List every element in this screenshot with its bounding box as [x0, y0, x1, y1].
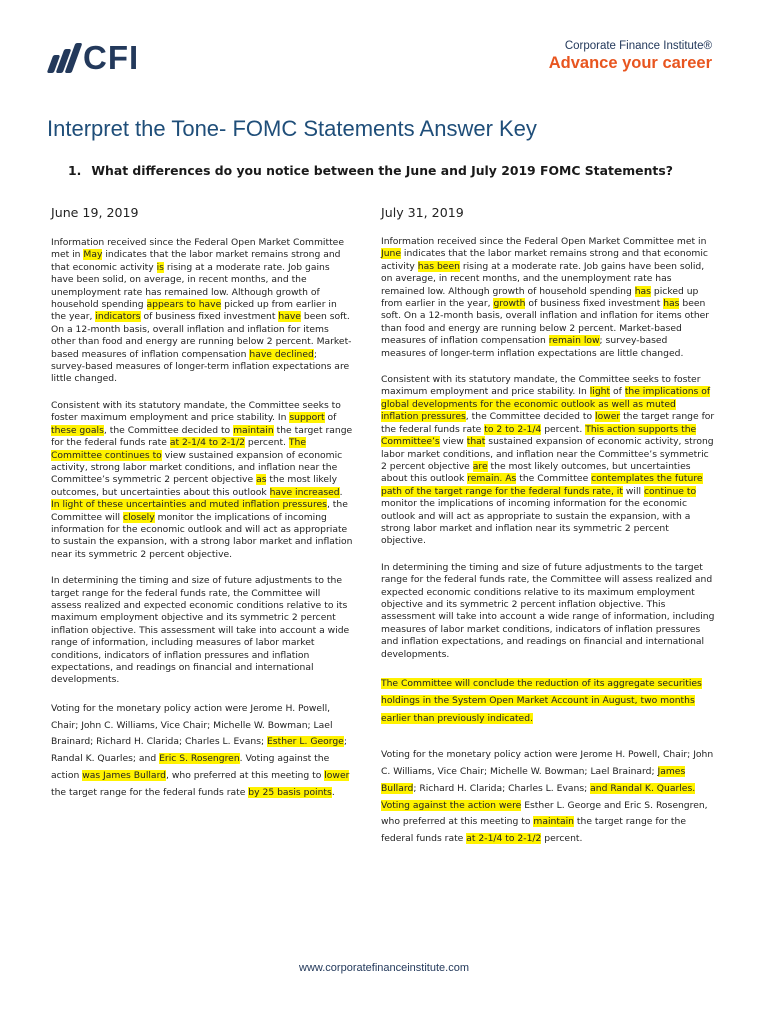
text-run: , who preferred at this meeting to [166, 770, 325, 781]
highlighted-text: has [663, 298, 680, 310]
text-run: will [622, 485, 644, 497]
highlighted-text: light [589, 386, 611, 398]
text-run: Information received since the Federal Open Market Committee met in [381, 236, 707, 247]
july-date: July 31, 2019 [381, 205, 464, 220]
text-run: the most likely outcomes, but uncertainties about this outlook [51, 474, 338, 498]
highlighted-text: closely [123, 511, 155, 523]
question-number: 1. [68, 163, 82, 178]
june-paragraph-1 [51, 237, 353, 386]
highlighted-text: continue to [643, 485, 697, 497]
highlighted-text: have declined [249, 348, 314, 360]
highlighted-text: remain low [548, 335, 600, 347]
highlighted-text: June [381, 248, 402, 260]
brand-name: Corporate Finance Institute® [564, 40, 712, 52]
july-paragraph-3 [381, 562, 715, 661]
june-paragraph-2 [51, 400, 353, 561]
text-run: percent. [244, 437, 289, 449]
text-run: picked up from earlier in the year, [51, 299, 337, 323]
highlighted-text: has [634, 285, 651, 297]
text-run: , the Committee decided to [103, 424, 234, 436]
text-run: Consistent with its statutory mandate, the Committee seeks to foster maximum employment and price stability. In [51, 399, 341, 424]
text-run: Voting for the monetary policy action were Jerome H. Powell, Chair; John C. Williams, Vice Chair; Michelle W. Bowman; Lael Brainard; [381, 749, 714, 778]
text-run: ; survey-based measures of longer-term inflation expectations are little changed. [381, 335, 684, 359]
text-run: picked up from earlier in the year, [381, 285, 699, 310]
highlighted-text: have increased [269, 486, 340, 498]
text-run: . Voting against the action [51, 753, 330, 781]
highlighted-text: Eric S. Rosengren [159, 753, 240, 765]
text-run: Esther L. George and Eric S. Rosengren, who preferred at this meeting to [381, 799, 708, 828]
highlighted-text: lower [324, 770, 350, 781]
text-run: In determining the timing and size of future adjustments to the target range for the federal funds rate, the Committee will assess realized and expected economic conditions relative to its maximum employment objective and its symmetric 2 percent inflation objective. This assessment will take into account a wide range of information, including measures of labor market conditions, indicators of inflation pressures and inflation expectations, and readings on financial and international developments. [381, 561, 715, 660]
text-run: of business fixed investment [140, 311, 279, 323]
highlighted-text: The Committee continues to [51, 437, 306, 461]
june-column [51, 205, 353, 816]
text-run: indicates that the labor market remains strong and that economic activity [381, 248, 708, 272]
highlighted-text: May [83, 249, 103, 261]
june-paragraph-4 [51, 701, 353, 802]
text-run: of [324, 412, 337, 424]
text-run: the target range for the federal funds rate [51, 786, 249, 798]
text-run: the target range for the federal funds rate [381, 411, 715, 435]
text-run: percent. [541, 423, 586, 435]
highlighted-text: at 2-1/4 to 2-1/2 [169, 437, 245, 449]
text-run: percent. [541, 833, 583, 845]
text-run: view sustained expansion of economic activity, strong labor market conditions, and inflation near the Committee’s symmetric 2 percent objective [51, 449, 343, 486]
text-run: been soft. On a 12-month basis, overall inflation and inflation for items other than food and energy are running below 2 percent. Market-based measures of inflation compensation [51, 311, 352, 360]
highlighted-text: maintain [233, 424, 274, 436]
june-date: June 19, 2019 [51, 205, 139, 220]
text-run: the most likely outcomes, but uncertainties about this outlook [381, 460, 691, 485]
highlighted-text: James Bullard [381, 766, 686, 794]
highlighted-text: and Randal K. Quarles. [590, 782, 696, 794]
cfi-logo-text: CFI [83, 39, 140, 76]
text-run: rising at a moderate rate. Job gains have been solid, on average, in recent months, and the unemployment rate has remained low. Although growth of household spending [381, 260, 705, 297]
text-run: been soft. On a 12-month basis, overall inflation and inflation for items other than food and energy are running below 2 percent. Market-based measures of inflation compensation [381, 298, 710, 347]
question [68, 163, 673, 178]
highlighted-text: The Committee will conclude the reduction of its aggregate securities holdings in the System Open Market Account in August, two months earlier than previously indicated. [381, 678, 702, 724]
highlighted-text: has been [417, 260, 460, 272]
july-paragraph-5 [381, 747, 715, 848]
highlighted-text: by 25 basis points [248, 786, 332, 798]
text-run: Consistent with its statutory mandate, the Committee seeks to foster maximum employment and price stability. In [381, 374, 701, 398]
highlighted-text: growth [493, 298, 526, 310]
highlighted-text: remain. As [467, 473, 517, 485]
highlighted-text: is [156, 261, 164, 273]
highlighted-text: Esther L. George [267, 736, 344, 748]
text-run: In determining the timing and size of future adjustments to the target range for the federal funds rate, the Committee will assess realized and expected economic conditions relative to its maximum employment objective and its symmetric 2 percent inflation objective. This assessment will take into account a wide range of information, including measures of labor market conditions, indicators of inflation pressures and inflation expectations, and readings on financial and international developments. [51, 575, 350, 686]
highlighted-text: support [289, 412, 325, 424]
july-paragraph-1 [381, 236, 715, 360]
highlighted-text: appears to have [146, 299, 222, 311]
july-paragraph-4 [381, 675, 715, 727]
highlighted-text: are [472, 460, 488, 472]
highlighted-text: This action supports the Committee’s [381, 423, 697, 448]
text-run: ; Richard H. Clarida; Charles L. Evans; [413, 782, 591, 794]
text-run: ; Randal K. Quarles; and [51, 736, 347, 765]
text-run: rising at a moderate rate. Job gains have been solid, on average, in recent months, and the unemployment rate has remained low. Although growth of household spending [51, 261, 330, 311]
highlighted-text: as [256, 474, 267, 486]
text-run: the target range for the federal funds rate [51, 424, 353, 449]
text-run: view [439, 436, 467, 448]
question-text: What differences do you notice between the June and July 2019 FOMC Statements? [91, 163, 673, 178]
text-run: sustained expansion of economic activity, strong labor market conditions, and inflation near the Committee’s symmetric 2 percent objective [381, 436, 714, 472]
text-run: indicates that the labor market remains strong and that economic activity [51, 249, 341, 273]
text-run: Voting for the monetary policy action were Jerome H. Powell, Chair; John C. Williams, Vice Chair; Michelle W. Bowman; Lael Brainard; Richard H. Clarida; Charles L. Evans; [51, 702, 333, 748]
cfi-logo [50, 40, 139, 76]
highlighted-text: at 2-1/4 to 2-1/2 [466, 833, 542, 845]
text-run: , the Committee decided to [465, 411, 596, 423]
highlighted-text: to 2 to 2-1/4 [484, 423, 542, 435]
text-run: of business fixed investment [525, 298, 664, 310]
text-run: . [331, 786, 335, 798]
text-run: of [610, 386, 625, 398]
highlighted-text: the implications of global developments for the economic outlook as well as muted inflation pressures [381, 386, 711, 423]
highlighted-text: was James Bullard [82, 770, 167, 781]
highlighted-text: contemplates the future path of the target range for the federal funds rate, it [381, 473, 703, 497]
july-column [381, 205, 715, 862]
highlighted-text: these goals [51, 424, 104, 436]
july-paragraph-2 [381, 374, 715, 548]
text-run: , the Committee will [51, 499, 348, 523]
text-run: the Committee [516, 473, 592, 485]
highlighted-text: Voting against the action were [381, 799, 522, 811]
text-run: ; survey-based measures of longer-term inflation expectations are little changed. [51, 348, 350, 385]
highlighted-text: have [278, 311, 301, 323]
text-run: monitor the implications of incoming information for the economic outlook and will act as appropriate to sustain the expansion, with a strong labor market and inflation near its symmetric 2 percent objective. [381, 498, 691, 547]
text-run: . [339, 486, 343, 498]
text-run: monitor the implications of incoming information for the economic outlook and will act as appropriate to sustain the expansion, with a strong labor market and inflation near its symmetric 2 percent objective. [51, 511, 353, 560]
text-run: Information received since the Federal Open Market Committee met in [51, 237, 344, 261]
brand-block [549, 40, 712, 73]
highlighted-text: that [466, 436, 486, 448]
brand-tagline: Advance your career [548, 54, 712, 72]
text-run: the target range for the federal funds rate [381, 816, 687, 845]
highlighted-text: lower [595, 411, 621, 423]
highlighted-text: maintain [533, 816, 574, 828]
page-title: Interpret the Tone- FOMC Statements Answer Key [47, 116, 537, 141]
cfi-logo-mark-icon [50, 43, 77, 73]
footer-url[interactable]: www.corporatefinanceinstitute.com [299, 962, 469, 974]
highlighted-text: In light of these uncertainties and muted inflation pressures [51, 499, 327, 511]
highlighted-text: indicators [95, 311, 141, 323]
june-paragraph-3 [51, 575, 353, 687]
